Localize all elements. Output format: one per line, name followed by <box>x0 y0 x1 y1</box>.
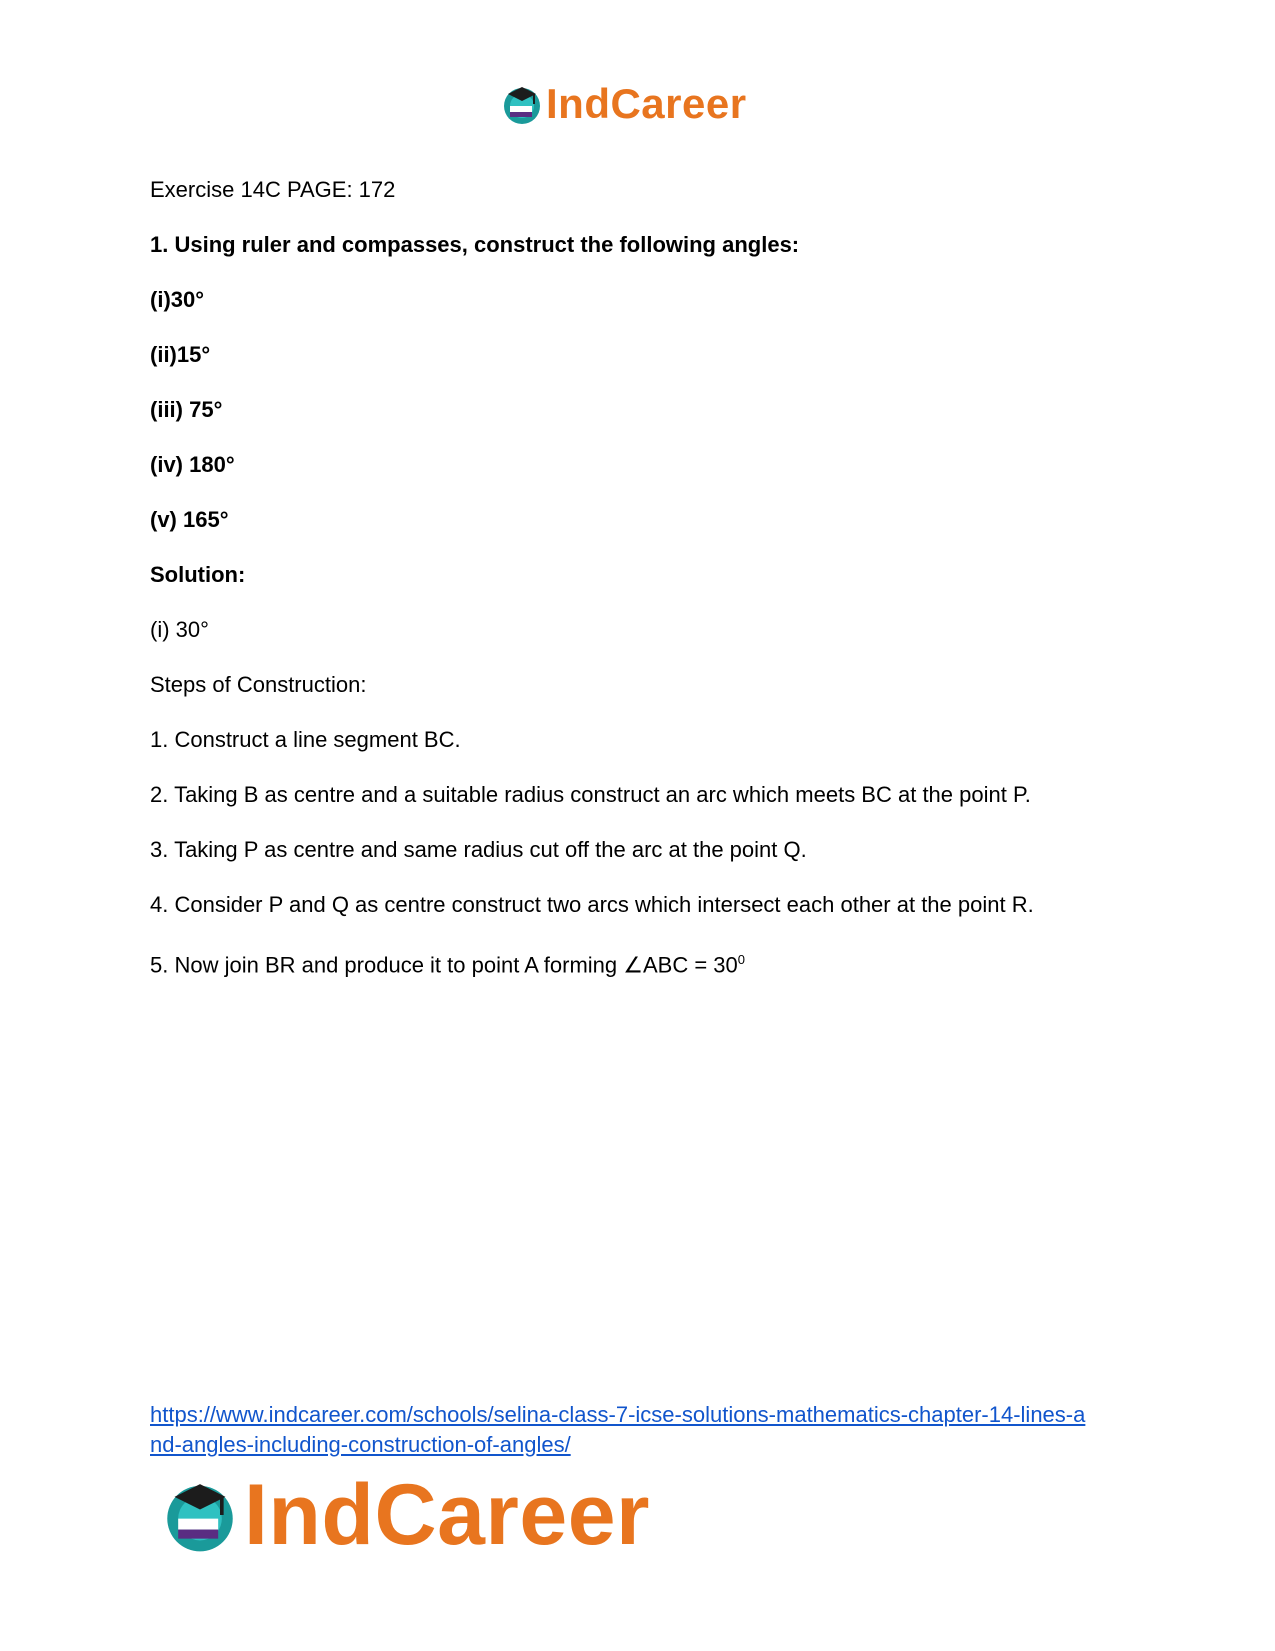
document-body <box>150 176 1150 1001</box>
graduation-cap-globe-icon <box>160 1475 240 1555</box>
question-text: 1. Using ruler and compasses, construct the following angles: <box>150 232 800 257</box>
question-part: (iv) 180° <box>150 452 235 477</box>
construction-step: 2. Taking B as centre and a suitable radius construct an arc which meets BC at the point P. <box>150 782 1031 807</box>
construction-step: 4. Consider P and Q as centre construct two arcs which intersect each other at the point R. <box>150 892 1034 917</box>
solution-subheading: (i) 30° <box>150 617 209 642</box>
construction-step: 1. Construct a line segment BC. <box>150 727 461 752</box>
source-link-line: https://www.indcareer.com/schools/selina-class-7-icse-solutions-mathematics-chapter-14-lines-a <box>150 1402 1086 1427</box>
step5-text: 5. Now join BR and produce it to point A forming ∠ABC = 30 <box>150 952 738 978</box>
question-part: (i)30° <box>150 287 205 312</box>
steps-heading: Steps of Construction: <box>150 672 367 697</box>
graduation-cap-globe-icon <box>500 82 544 126</box>
question-part: (ii)15° <box>150 342 211 367</box>
header-logo <box>500 78 747 130</box>
source-link-line: nd-angles-including-construction-of-angles/ <box>150 1432 571 1457</box>
exercise-heading: Exercise 14C PAGE: 172 <box>150 177 396 202</box>
logo-text: IndCareer <box>244 1466 650 1563</box>
degree-superscript: 0 <box>737 952 746 967</box>
footer-logo <box>160 1466 650 1563</box>
construction-step-5 <box>150 946 1150 1001</box>
source-link[interactable] <box>150 1400 1150 1460</box>
solution-label: Solution: <box>150 562 246 587</box>
construction-step: 3. Taking P as centre and same radius cut off the arc at the point Q. <box>150 837 807 862</box>
logo-text: IndCareer <box>546 80 747 127</box>
question-part: (iii) 75° <box>150 397 223 422</box>
question-part: (v) 165° <box>150 507 229 532</box>
